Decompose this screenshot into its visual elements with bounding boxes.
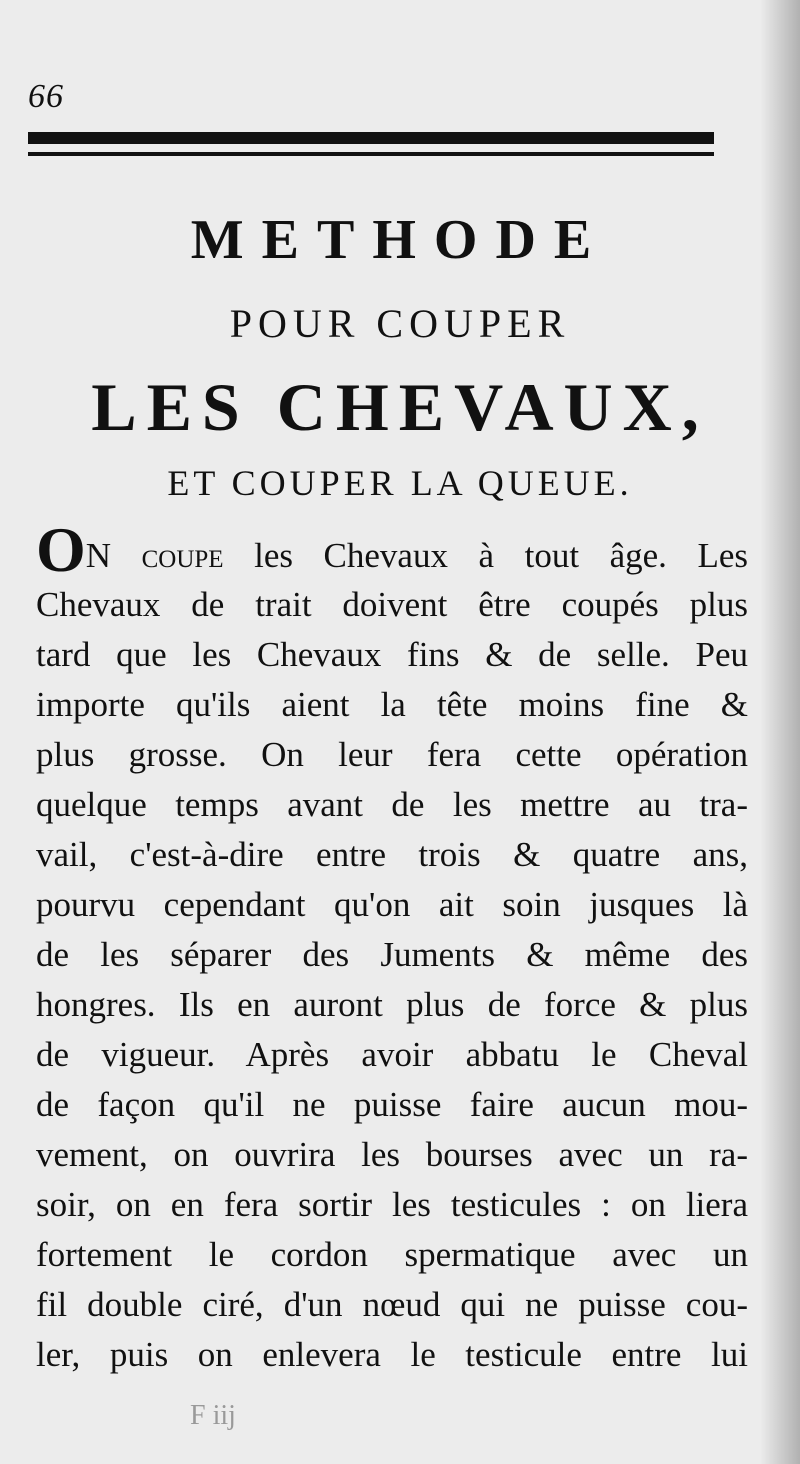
- smallcaps-opening: N coupe: [85, 536, 224, 575]
- dropcap: O: [36, 514, 86, 585]
- signature-mark: F iij: [190, 1400, 236, 1431]
- body-line: de façon qu'il ne puisse faire aucun mou-: [36, 1085, 748, 1124]
- body-line: fortement le cordon spermatique avec un: [36, 1235, 748, 1274]
- title-line-3: LES CHEVAUX,: [91, 369, 709, 445]
- title-line-2: POUR COUPER: [229, 301, 571, 346]
- title-line-4: ET COUPER LA QUEUE.: [167, 463, 633, 503]
- header-rule-thick: [28, 132, 714, 144]
- page-number: 66: [28, 78, 64, 115]
- body-line: fil double ciré, d'un nœud qui ne puisse cou-: [36, 1285, 748, 1324]
- body-line: quelque temps avant de les mettre au tra-: [36, 785, 748, 824]
- header-rule-thin: [28, 152, 714, 156]
- body-line: importe qu'ils aient la tête moins fine &: [36, 685, 748, 724]
- title-line-1: METHODE: [190, 209, 610, 271]
- body-line: de vigueur. Après avoir abbatu le Cheval: [36, 1035, 748, 1074]
- body-line: soir, on en fera sortir les testicules : on liera: [36, 1185, 748, 1224]
- body-line-1-rest: les Chevaux à tout âge. Les: [223, 536, 749, 575]
- body-line: vail, c'est-à-dire entre trois & quatre ans,: [36, 835, 748, 874]
- body-line: tard que les Chevaux fins & de selle. Peu: [36, 635, 748, 674]
- body-line: plus grosse. On leur fera cette opération: [36, 735, 748, 774]
- body-line-1: [36, 514, 749, 585]
- body-line: Chevaux de trait doivent être coupés plus: [36, 585, 748, 624]
- body-text: [36, 514, 749, 1380]
- body-line: vement, on ouvrira les bourses avec un ra-: [36, 1135, 748, 1174]
- body-line: pourvu cependant qu'on ait soin jusques là: [36, 885, 748, 924]
- body-line: ler, puis on enlevera le testicule entre lui: [36, 1335, 748, 1374]
- body-line: de les séparer des Juments & même des: [36, 935, 748, 974]
- body-line: hongres. Ils en auront plus de force & plus: [36, 985, 748, 1024]
